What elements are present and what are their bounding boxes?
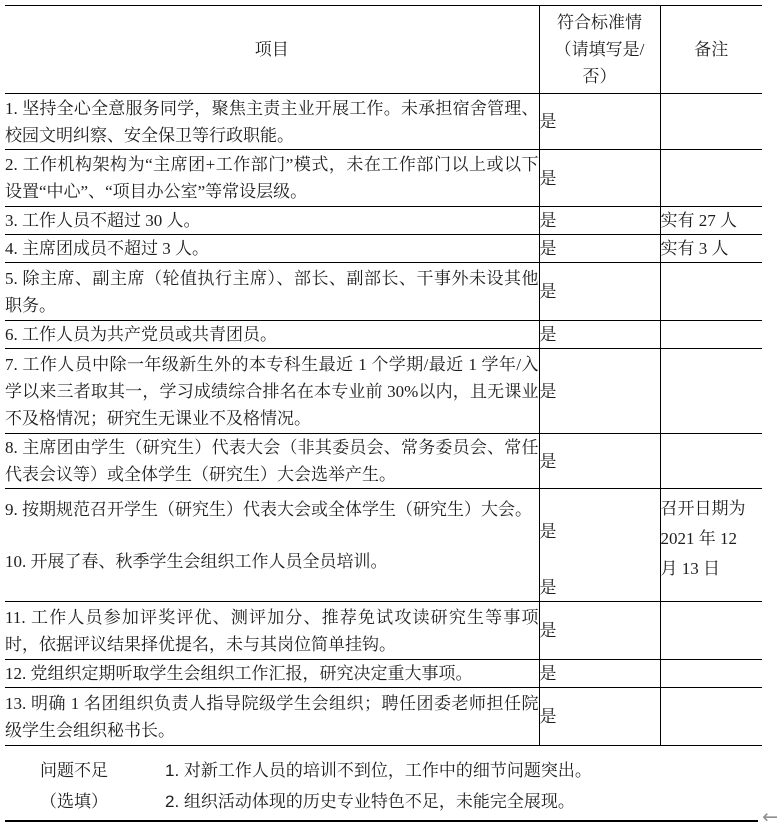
item-text: 9. 按期规范召开学生（研究生）代表大会或全体学生（研究生）大会。	[5, 500, 532, 519]
remark-cell	[660, 660, 762, 688]
table-row	[5, 207, 762, 235]
item-text: 6. 工作人员为共产党员或共青团员。	[5, 321, 539, 349]
remark-cell	[660, 434, 762, 489]
remark-cell	[660, 602, 762, 660]
table-row-merged-9-10	[5, 489, 762, 602]
table-row	[5, 434, 762, 489]
answer-cell: 是	[539, 207, 660, 235]
remark-cell	[660, 688, 762, 746]
header-line: （请填写是/	[554, 40, 645, 59]
remark-cell	[660, 321, 762, 349]
column-header-standard	[539, 6, 660, 94]
remark-cell	[660, 94, 762, 150]
table-row	[5, 688, 762, 746]
item-text: 1. 坚持全心全意服务同学，聚焦主责主业开展工作。未承担宿舍管理、校园文明纠察、安全保卫等行政职能。	[5, 94, 539, 150]
answer-text: 是	[539, 578, 557, 597]
header-line: 否）	[582, 67, 617, 86]
item-text: 2. 工作机构架构为“主席团+工作部门”模式，未在工作部门以上或以下设置“中心”、“项目办公室”等常设层级。	[5, 150, 539, 207]
item-text: 10. 开展了春、秋季学生会组织工作人员全员培训。	[5, 552, 388, 571]
table-row	[5, 94, 762, 150]
problems-footnote	[40, 755, 725, 817]
item-text: 12. 党组织定期听取学生会组织工作汇报，研究决定重大事项。	[5, 660, 539, 688]
remark-line: 召开日期为	[660, 499, 746, 518]
answer-cell: 是	[539, 94, 660, 150]
compliance-table	[5, 5, 762, 746]
table-row	[5, 602, 762, 660]
merged-answer-cell	[539, 489, 660, 602]
table-row	[5, 321, 762, 349]
answer-cell: 是	[539, 434, 660, 489]
table-row	[5, 263, 762, 321]
remark-line: 月 13 日	[660, 559, 720, 578]
return-arrow-icon: ←	[762, 806, 778, 828]
footnote-label-line: （选填）	[40, 792, 108, 811]
answer-cell: 是	[539, 349, 660, 434]
remark-cell	[660, 263, 762, 321]
bottom-divider	[5, 820, 758, 822]
item-text: 11. 工作人员参加评奖评优、测评加分、推荐免试攻读研究生等事项时，依据评议结果择优提名，未与其岗位简单挂钩。	[5, 602, 539, 660]
answer-cell: 是	[539, 150, 660, 207]
item-text: 7. 工作人员中除一年级新生外的本专科生最近 1 个学期/最近 1 学年/入学以来三者取其一，学习成绩综合排名在本专业前 30%以内，且无课业不及格情况；研究生无课业不及格情况。	[5, 349, 539, 434]
item-text: 3. 工作人员不超过 30 人。	[5, 207, 539, 235]
remark-cell	[660, 150, 762, 207]
column-header-item: 项目	[5, 6, 539, 94]
table-row	[5, 349, 762, 434]
item-text: 4. 主席团成员不超过 3 人。	[5, 235, 539, 263]
merged-remark-cell	[660, 489, 762, 602]
remark-line: 2021 年 12	[660, 529, 737, 548]
footnote-item: 1. 对新工作人员的培训不到位，工作中的细节问题突出。	[165, 761, 592, 780]
remark-cell: 实有 27 人	[660, 207, 762, 235]
footnote-item: 2. 组织活动体现的历史专业特色不足，未能完全展现。	[165, 792, 575, 811]
footnote-label-line: 问题不足	[40, 761, 108, 780]
answer-cell: 是	[539, 321, 660, 349]
remark-cell	[660, 349, 762, 434]
header-line: 符合标准情	[557, 13, 642, 32]
footnote-items	[165, 755, 725, 817]
table-row	[5, 150, 762, 207]
answer-cell: 是	[539, 235, 660, 263]
remark-text	[661, 489, 763, 584]
item-text: 8. 主席团由学生（研究生）代表大会（非其委员会、常务委员会、常任代表会议等）或全体学生（研究生）大会选举产生。	[5, 434, 539, 489]
item-text: 13. 明确 1 名团组织负责人指导院级学生会组织；聘任团委老师担任院级学生会组织秘书长。	[5, 688, 539, 746]
table-row	[5, 660, 762, 688]
answer-text: 是	[539, 522, 557, 541]
answer-cell: 是	[539, 263, 660, 321]
remark-cell: 实有 3 人	[660, 235, 762, 263]
answer-cell: 是	[539, 660, 660, 688]
answer-cell: 是	[539, 602, 660, 660]
table-row	[5, 235, 762, 263]
column-header-remark: 备注	[660, 6, 762, 94]
footnote-label	[40, 755, 165, 817]
item-text: 5. 除主席、副主席（轮值执行主席）、部长、副部长、干事外未设其他职务。	[5, 263, 539, 321]
merged-item-cell	[5, 489, 539, 602]
answer-cell: 是	[539, 688, 660, 746]
table-header-row	[5, 6, 762, 94]
